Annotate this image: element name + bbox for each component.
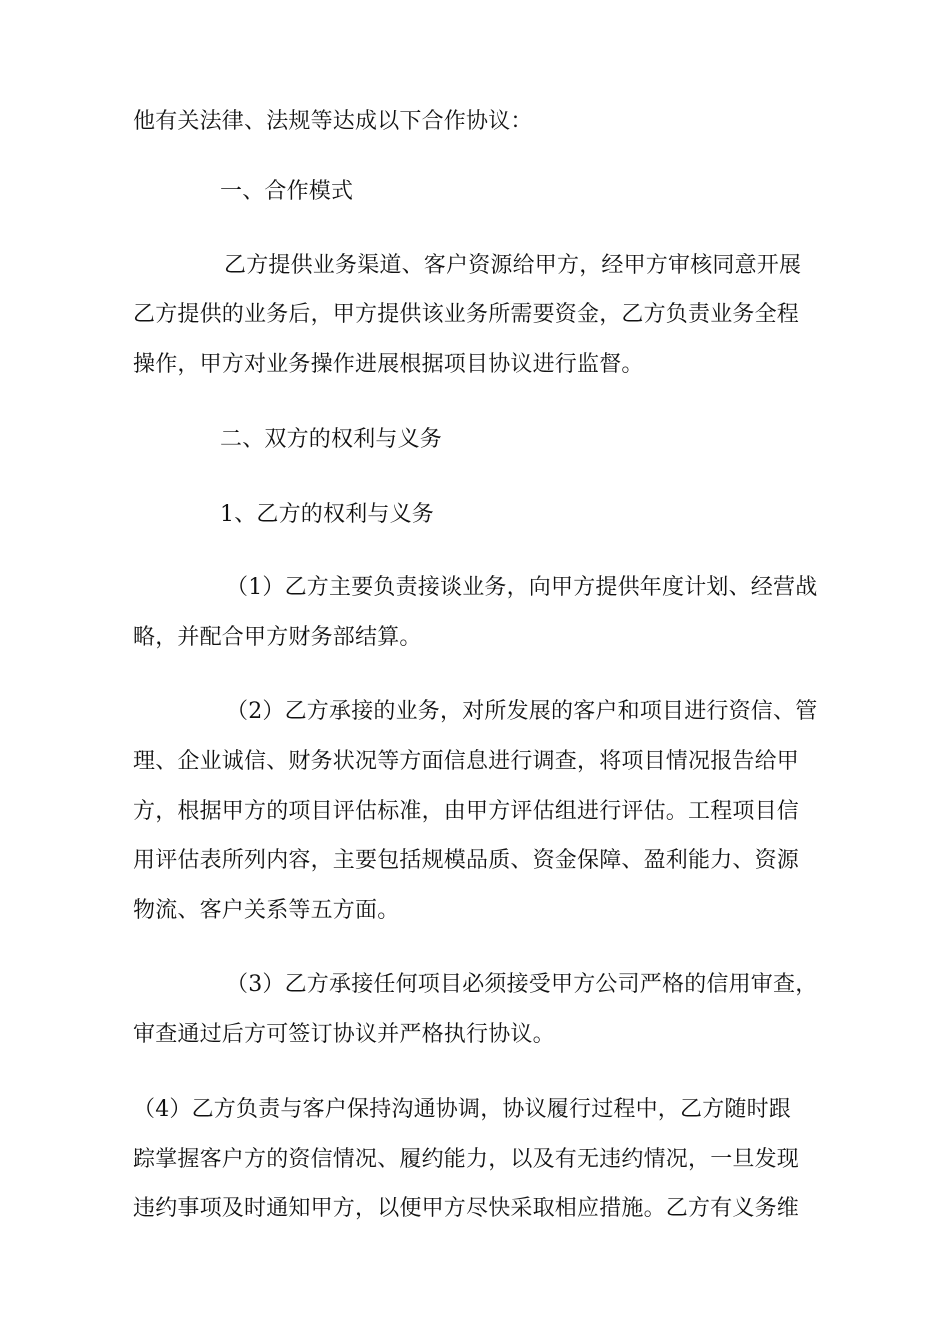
intro-line: 他有关法律、法规等达成以下合作协议： — [133, 109, 533, 134]
item3-line: （3）乙方承接任何项目必须接受甲方公司严格的信用审查， — [226, 972, 818, 997]
item2-line: 理、企业诚信、财务状况等方面信息进行调查，将项目情况报告给甲 — [133, 749, 800, 774]
item2-line: 方，根据甲方的项目评估标准，由甲方评估组进行评估。工程项目信 — [133, 799, 800, 824]
item1-line: （1）乙方主要负责接谈业务，向甲方提供年度计划、经营战 — [226, 575, 818, 600]
section1-paragraph-line: 乙方提供业务渠道、客户资源给甲方，经甲方审核同意开展 — [224, 253, 802, 278]
section-heading-cooperation-mode: 一、合作模式 — [220, 179, 354, 204]
item4-line: （4）乙方负责与客户保持沟通协调，协议履行过程中，乙方随时跟 — [133, 1097, 791, 1122]
item1-line: 略，并配合甲方财务部结算。 — [133, 625, 422, 650]
item2-line: 用评估表所列内容，主要包括规模品质、资金保障、盈利能力、资源 — [133, 848, 800, 873]
section1-paragraph-line: 操作，甲方对业务操作进展根据项目协议进行监督。 — [133, 352, 644, 377]
section1-paragraph-line: 乙方提供的业务后，甲方提供该业务所需要资金，乙方负责业务全程 — [133, 302, 800, 327]
subsection-heading-party-b: 1、乙方的权利与义务 — [220, 502, 434, 527]
item2-line: （2）乙方承接的业务，对所发展的客户和项目进行资信、管 — [226, 699, 818, 724]
item4-line: 违约事项及时通知甲方，以便甲方尽快采取相应措施。乙方有义务维 — [133, 1196, 800, 1221]
item2-line: 物流、客户关系等五方面。 — [133, 898, 400, 923]
item4-line: 踪掌握客户方的资信情况、履约能力，以及有无违约情况，一旦发现 — [133, 1147, 800, 1172]
section-heading-rights-obligations: 二、双方的权利与义务 — [220, 427, 443, 452]
item3-line: 审查通过后方可签订协议并严格执行协议。 — [133, 1022, 555, 1047]
